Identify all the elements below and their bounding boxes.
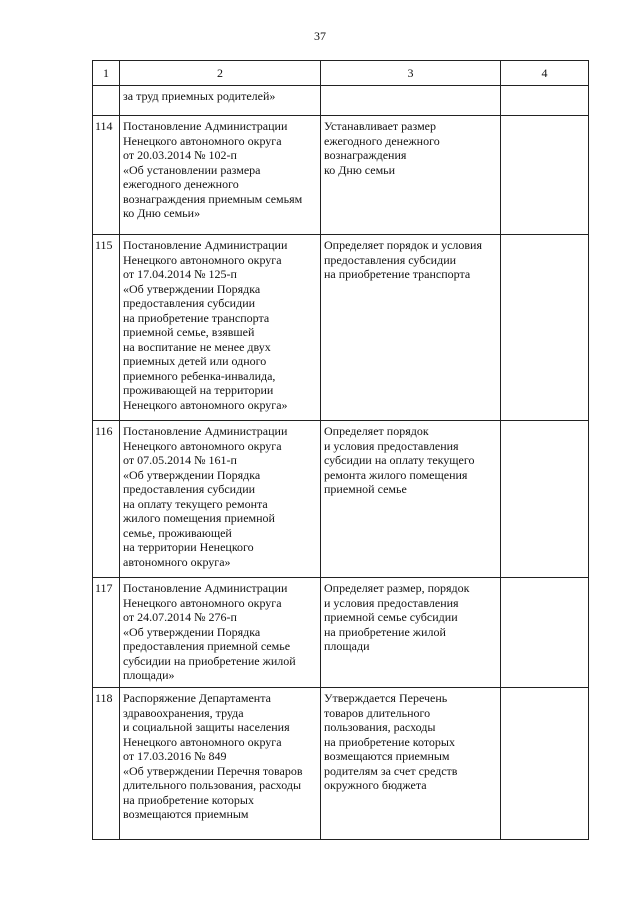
- row-document: Постановление Администрации Ненецкого автономного округа от 20.03.2014 № 102-п «Об установлении размера ежегодного денежного вознаграждения приемным семьям ко Дню семьи»: [120, 116, 321, 235]
- row-note: [501, 235, 589, 421]
- row-document: Распоряжение Департамента здравоохранения, труда и социальной защиты населения Ненецкого автономного округа от 17.03.2016 № 849 «Об утверждении Перечня товаров длительного пользования, расходы на приобретение которых возмещаются приемным: [120, 688, 321, 840]
- column-header-2: 2: [120, 61, 321, 86]
- table-row: [93, 116, 589, 235]
- table-row: [93, 688, 589, 840]
- row-note: [501, 116, 589, 235]
- row-description: Утверждается Перечень товаров длительного пользования, расходы на приобретение которых возмещаются приемным родителям за счет средств окружного бюджета: [321, 688, 501, 840]
- row-number: 118: [93, 688, 120, 840]
- row-document: Постановление Администрации Ненецкого автономного округа от 07.05.2014 № 161-п «Об утверждении Порядка предоставления субсидии на оплату текущего ремонта жилого помещения приемной семье, проживающей на территории Ненецкого автономного округа»: [120, 421, 321, 578]
- row-document: за труд приемных родителей»: [120, 86, 321, 116]
- row-document: Постановление Администрации Ненецкого автономного округа от 24.07.2014 № 276-п «Об утверждении Порядка предоставления приемной семье субсидии на приобретение жилой площади»: [120, 578, 321, 688]
- row-description: Определяет порядок и условия предоставления субсидии на оплату текущего ремонта жилого помещения приемной семье: [321, 421, 501, 578]
- document-table: [92, 60, 589, 840]
- row-number: 114: [93, 116, 120, 235]
- table-row-continuation: [93, 86, 589, 116]
- column-header-4: 4: [501, 61, 589, 86]
- row-description: Определяет порядок и условия предоставления субсидии на приобретение транспорта: [321, 235, 501, 421]
- table-header-row: [93, 61, 589, 86]
- row-description: Определяет размер, порядок и условия предоставления приемной семье субсидии на приобретение жилой площади: [321, 578, 501, 688]
- row-note: [501, 86, 589, 116]
- row-document: Постановление Администрации Ненецкого автономного округа от 17.04.2014 № 125-п «Об утверждении Порядка предоставления субсидии на приобретение транспорта приемной семье, взявшей на воспитание не менее двух приемных детей или одного приемного ребенка-инвалида, проживающей на территории Ненецкого автономного округа»: [120, 235, 321, 421]
- row-number: 117: [93, 578, 120, 688]
- row-number: 116: [93, 421, 120, 578]
- row-description: Устанавливает размер ежегодного денежного вознаграждения ко Дню семьи: [321, 116, 501, 235]
- column-header-3: 3: [321, 61, 501, 86]
- row-description: [321, 86, 501, 116]
- row-note: [501, 578, 589, 688]
- row-note: [501, 421, 589, 578]
- table-row: [93, 578, 589, 688]
- column-header-1: 1: [93, 61, 120, 86]
- table-row: [93, 421, 589, 578]
- row-number: 115: [93, 235, 120, 421]
- table-row: [93, 235, 589, 421]
- row-number: [93, 86, 120, 116]
- page-number: 37: [314, 29, 326, 43]
- row-note: [501, 688, 589, 840]
